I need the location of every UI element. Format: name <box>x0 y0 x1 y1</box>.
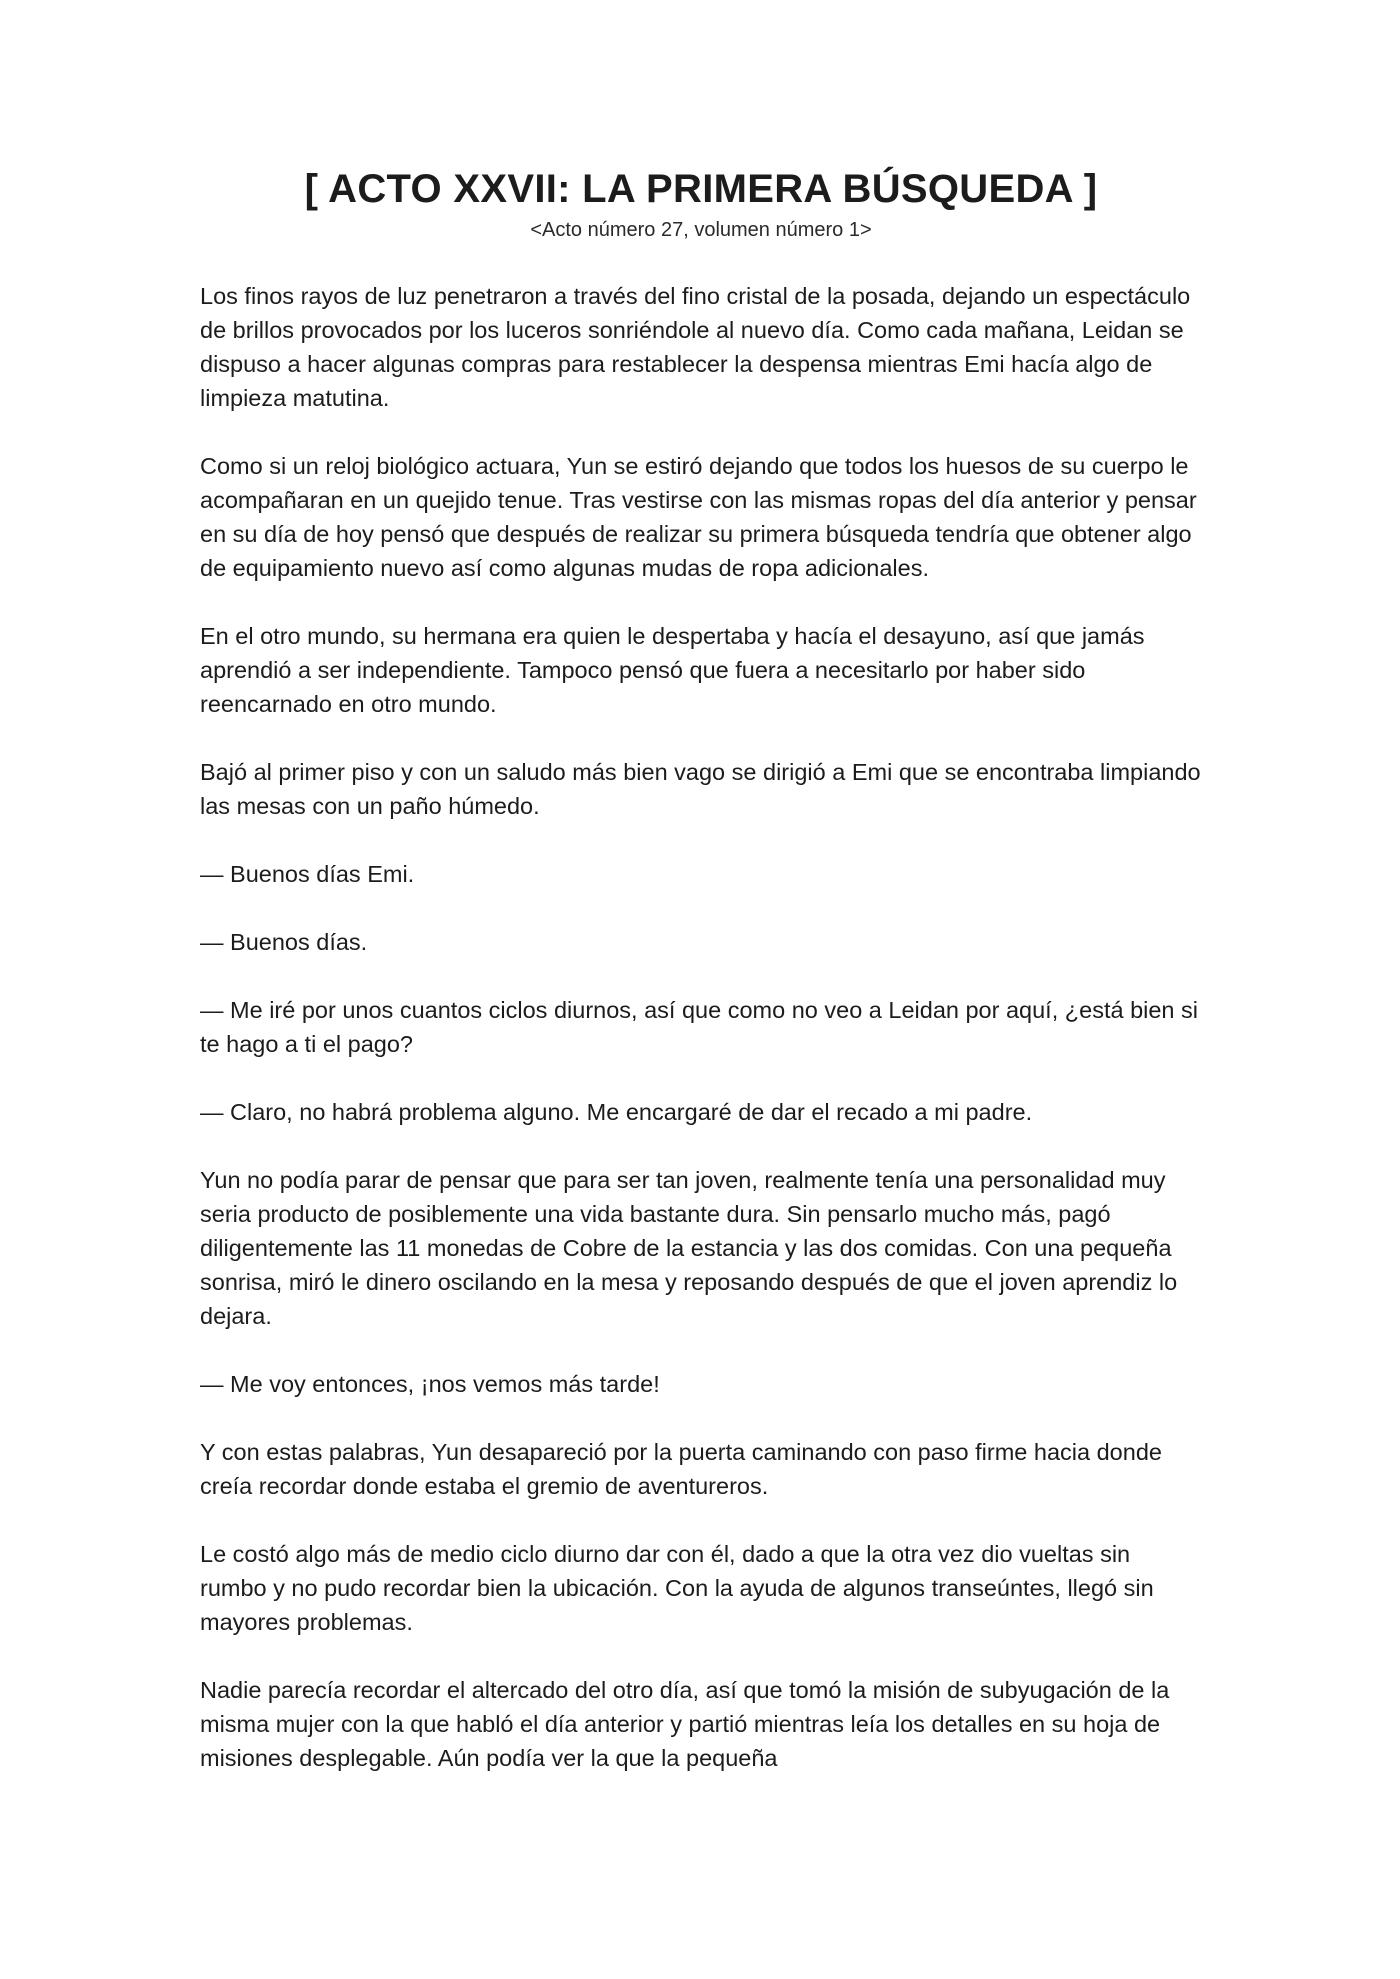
dialogue-line: — Me voy entonces, ¡nos vemos más tarde! <box>200 1371 660 1397</box>
paragraph: Los finos rayos de luz penetraron a través del fino cristal de la posada, dejando un espectáculo de brillos provocados por los luceros sonriéndole al nuevo día. Como cada mañana, Leidan se dispuso a hacer algunas compras para restablecer la despensa mientras Emi hacía algo de limpieza matutina. <box>200 283 1191 411</box>
paragraph: Bajó al primer piso y con un saludo más bien vago se dirigió a Emi que se encontraba limpiando las mesas con un paño húmedo. <box>200 759 1201 819</box>
dialogue-line: — Me iré por unos cuantos ciclos diurnos, así que como no veo a Leidan por aquí, ¿está bien si te hago a ti el pago? <box>200 997 1199 1057</box>
dialogue-line: — Buenos días Emi. <box>200 861 415 887</box>
dialogue-line: — Buenos días. <box>200 929 368 955</box>
chapter-subtitle: <Acto número 27, volumen número 1> <box>530 219 872 241</box>
chapter-body <box>200 279 1202 1775</box>
paragraph: Nadie parecía recordar el altercado del otro día, así que tomó la misión de subyugación de la misma mujer con la que habló el día anterior y partió mientras leía los detalles en su hoja de misiones desplegable. Aún podía ver la que la pequeña <box>200 1677 1170 1771</box>
dialogue-line: — Claro, no habrá problema alguno. Me encargaré de dar el recado a mi padre. <box>200 1099 1033 1125</box>
paragraph: Le costó algo más de medio ciclo diurno dar con él, dado a que la otra vez dio vueltas sin rumbo y no pudo recordar bien la ubicación. Con la ayuda de algunos transeúntes, llegó sin mayores problemas. <box>200 1541 1154 1635</box>
paragraph: Yun no podía parar de pensar que para ser tan joven, realmente tenía una personalidad muy seria producto de posiblemente una vida bastante dura. Sin pensarlo mucho más, pagó diligentemente las 11 monedas de Cobre de la estancia y las dos comidas. Con una pequeña sonrisa, miró le dinero oscilando en la mesa y reposando después de que el joven aprendiz lo dejara. <box>200 1167 1178 1329</box>
paragraph: Y con estas palabras, Yun desapareció por la puerta caminando con paso firme hacia donde creía recordar donde estaba el gremio de aventureros. <box>200 1439 1162 1499</box>
paragraph: Como si un reloj biológico actuara, Yun se estiró dejando que todos los huesos de su cuerpo le acompañaran en un quejido tenue. Tras vestirse con las mismas ropas del día anterior y pensar en su día de hoy pensó que después de realizar su primera búsqueda tendría que obtener algo de equipamiento nuevo así como algunas mudas de ropa adicionales. <box>200 453 1197 581</box>
paragraph: En el otro mundo, su hermana era quien le despertaba y hacía el desayuno, así que jamás aprendió a ser independiente. Tampoco pensó que fuera a necesitarlo por haber sido reencarnado en otro mundo. <box>200 623 1145 717</box>
chapter-title: [ ACTO XXVII: LA PRIMERA BÚSQUEDA ] <box>304 167 1098 211</box>
